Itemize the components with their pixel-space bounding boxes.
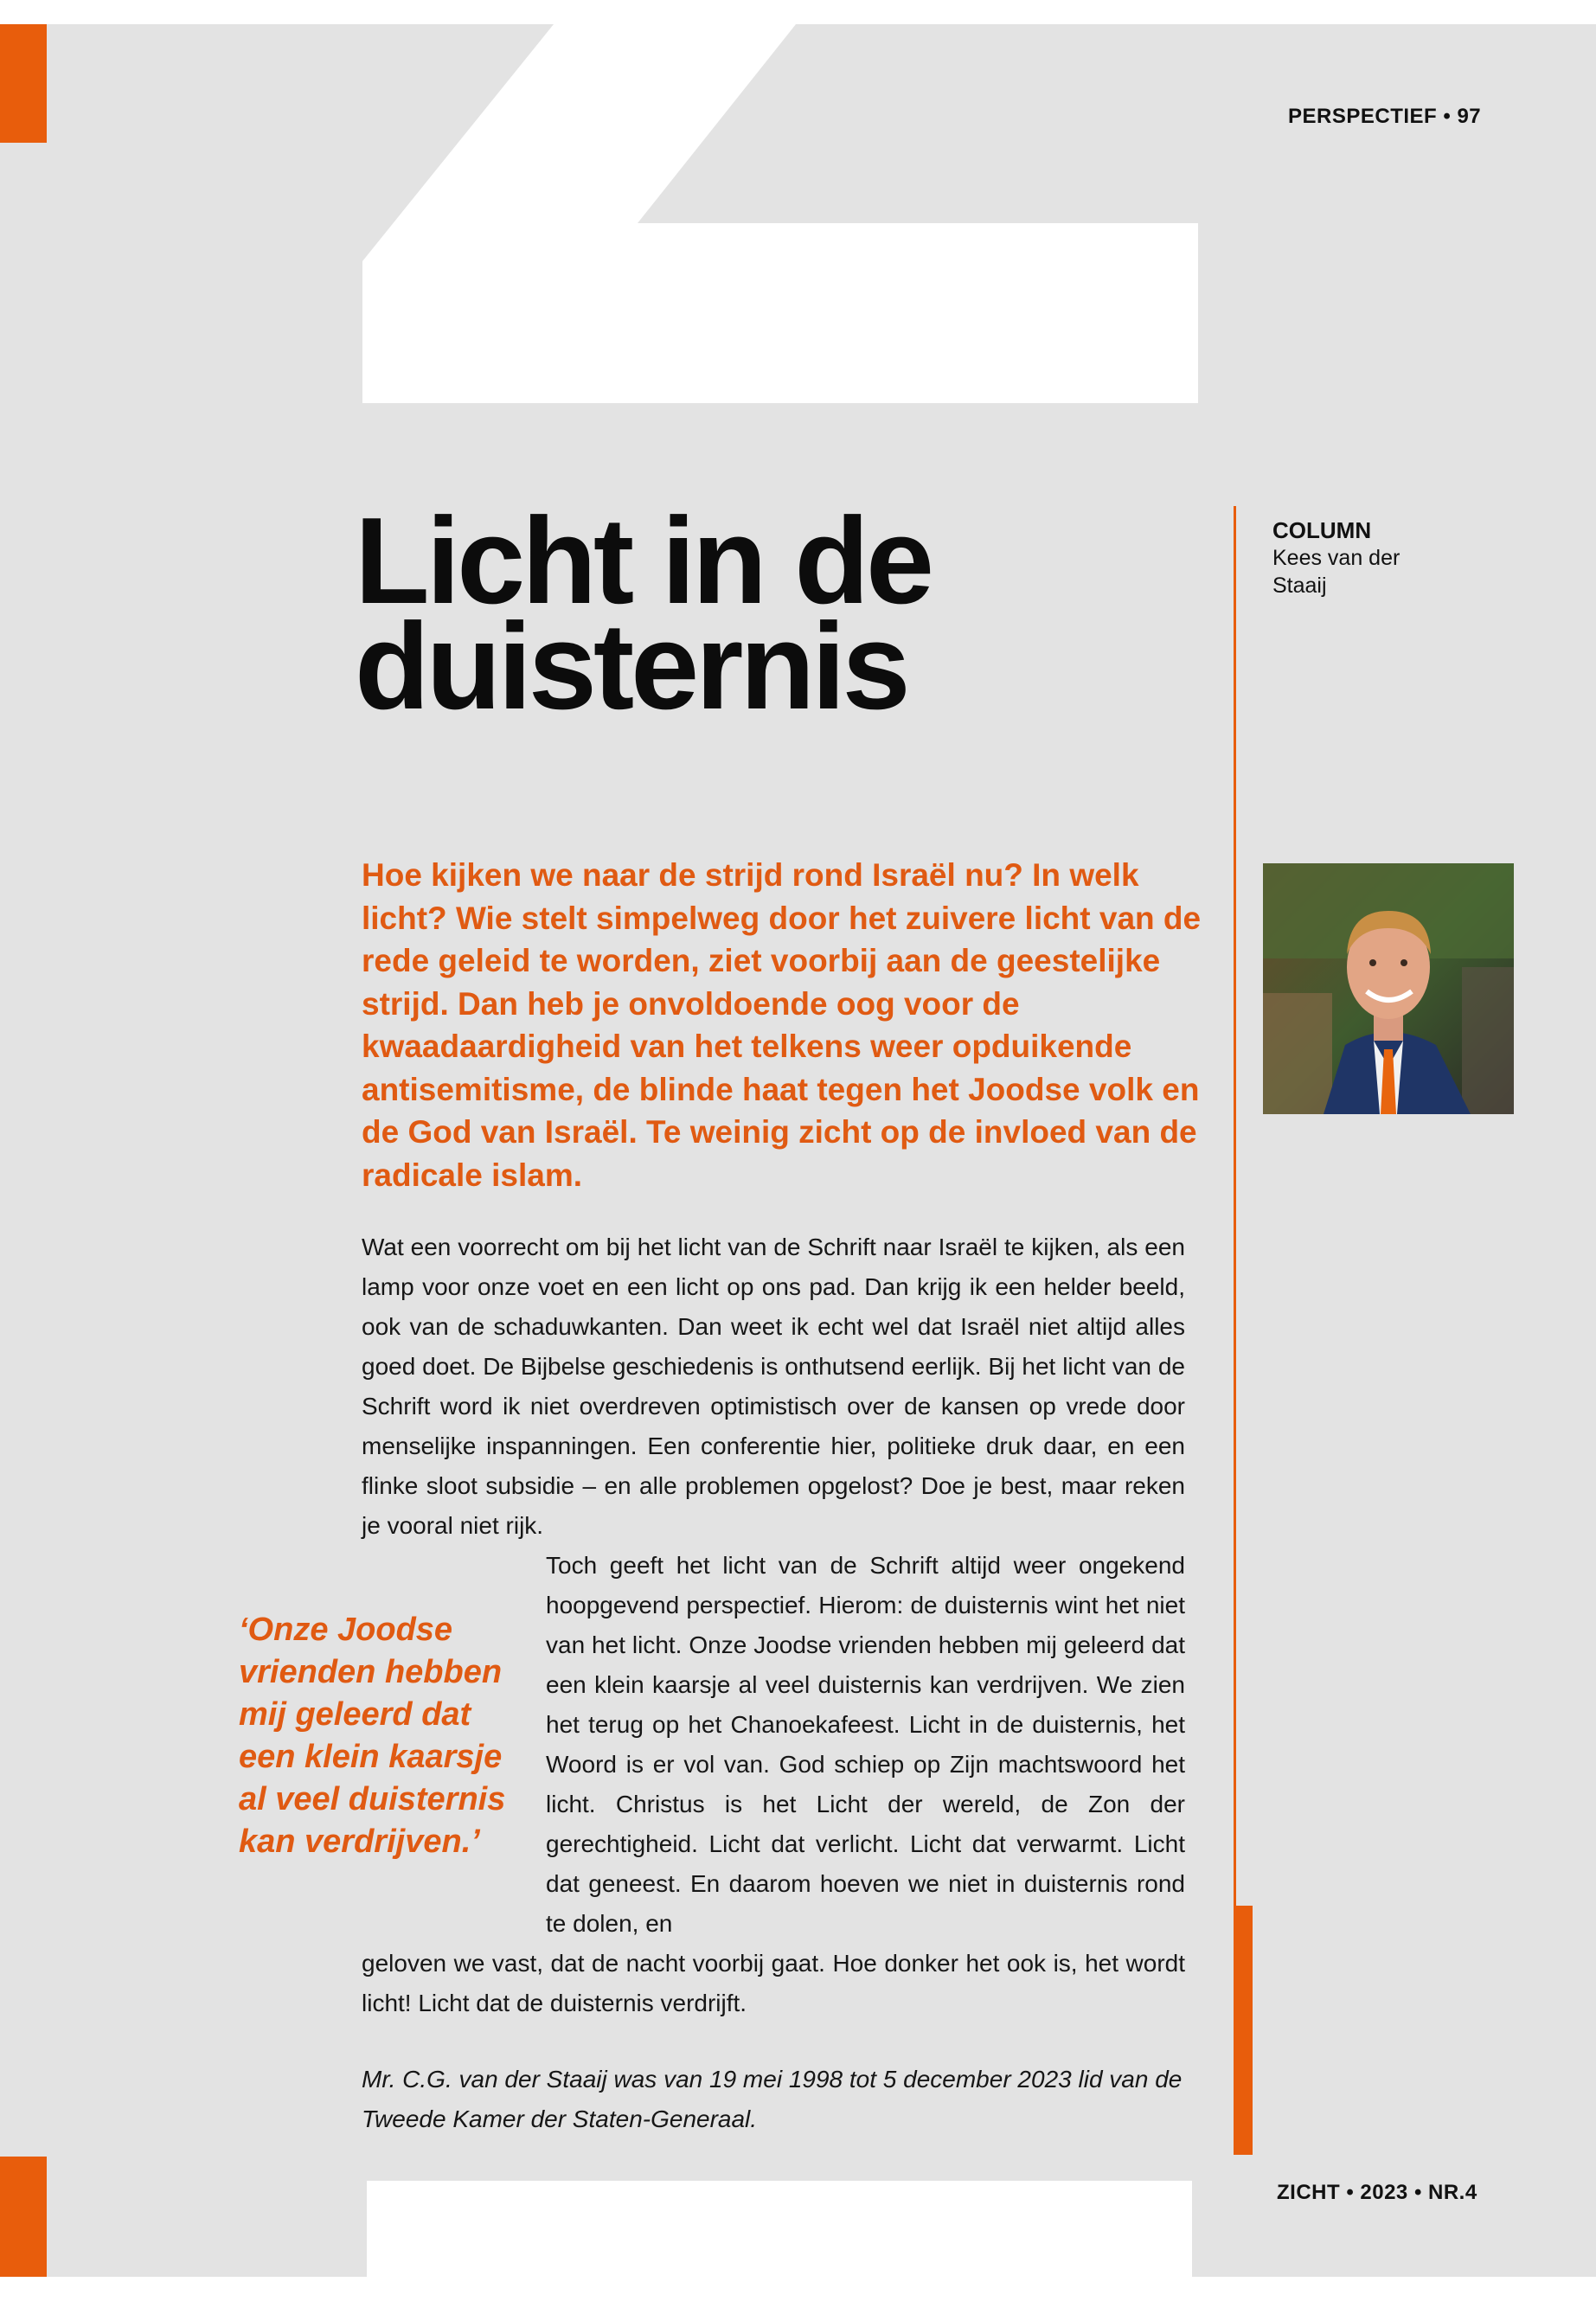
author-footnote: Mr. C.G. van der Staaij was van 19 mei 1998 tot 5 december 2023 lid van de Tweede Kamer der Staten-Generaal. [362, 2066, 1183, 2132]
article-title: Licht in de duisternis [355, 492, 931, 735]
orange-corner-bar-bottom [0, 2157, 47, 2277]
article-lead: Hoe kijken we naar de strijd rond Israël nu? In welk licht? Wie stelt simpelweg door het zuivere licht van de rede geleid te worden, ziet voorbij aan de geestelijke strijd. Dan heb je onvoldoende oog voor de kwaadaardigheid van het telkens weer opduikende antisemitisme, de blinde haat tegen het Joodse volk en de God van Israël. Te weinig zicht op de invloed van de radicale islam. [362, 857, 1202, 1193]
sidebar-divider-accent [1234, 1906, 1253, 2155]
author-photo [1263, 863, 1514, 1114]
issue-label: ZICHT • 2023 • NR.4 [1277, 2181, 1477, 2204]
body-paragraph-indented: Toch geeft het licht van de Schrift altijd weer ongekend hoopgevend perspectief. Hierom: de duisternis wint het niet van het licht. Onze Joodse vrienden hebben mij geleerd dat een klein kaarsje al veel duisternis kan verdrijven. We zien het terug op het Chanoekafeest. Licht in de duisternis, het Woord is er vol van. God schiep op Zijn machtswoord het licht. Christus is het Licht der wereld, de Zon der gerechtigheid. Licht dat verlicht. Licht dat verwarmt. Licht dat geneest. En daarom hoeven we niet in duisternis rond te dolen, en [546, 1552, 1185, 1937]
column-kind: COLUMN [1272, 517, 1372, 543]
section-page-label: PERSPECTIEF • 97 [1288, 105, 1482, 128]
column-author: Kees van der Staaij [1272, 546, 1401, 598]
body-paragraph: Wat een voorrecht om bij het licht van de Schrift naar Israël te kijken, als een lamp voor onze voet en een licht op ons pad. Dan krijg ik een helder beeld, ook van de schaduwkanten. Dan weet ik echt wel dat Israël niet altijd alles goed doet. De Bijbelse geschiedenis is onthutsend eerlijk. Bij het licht van de Schrift word ik niet overdreven optimistisch over de kansen op vrede door menselijke inspanningen. Een conferentie hier, politieke druk daar, en een flinke sloot subsidie – en alle problemen opgelost? Doe je best, maar reken je vooral niet rijk. [362, 1234, 1185, 1539]
orange-corner-bar-top [0, 24, 47, 143]
column-byline [1272, 516, 1497, 599]
body-paragraph-continued: geloven we vast, dat de nacht voorbij gaat. Hoe donker het ook is, het wordt licht! Licht dat de duisternis verdrijft. [362, 1950, 1185, 2016]
pull-quote: ‘Onze Joodse vrienden hebben mij geleerd dat een klein kaarsje al veel duisternis kan verdrijven.’ [239, 1612, 506, 1860]
